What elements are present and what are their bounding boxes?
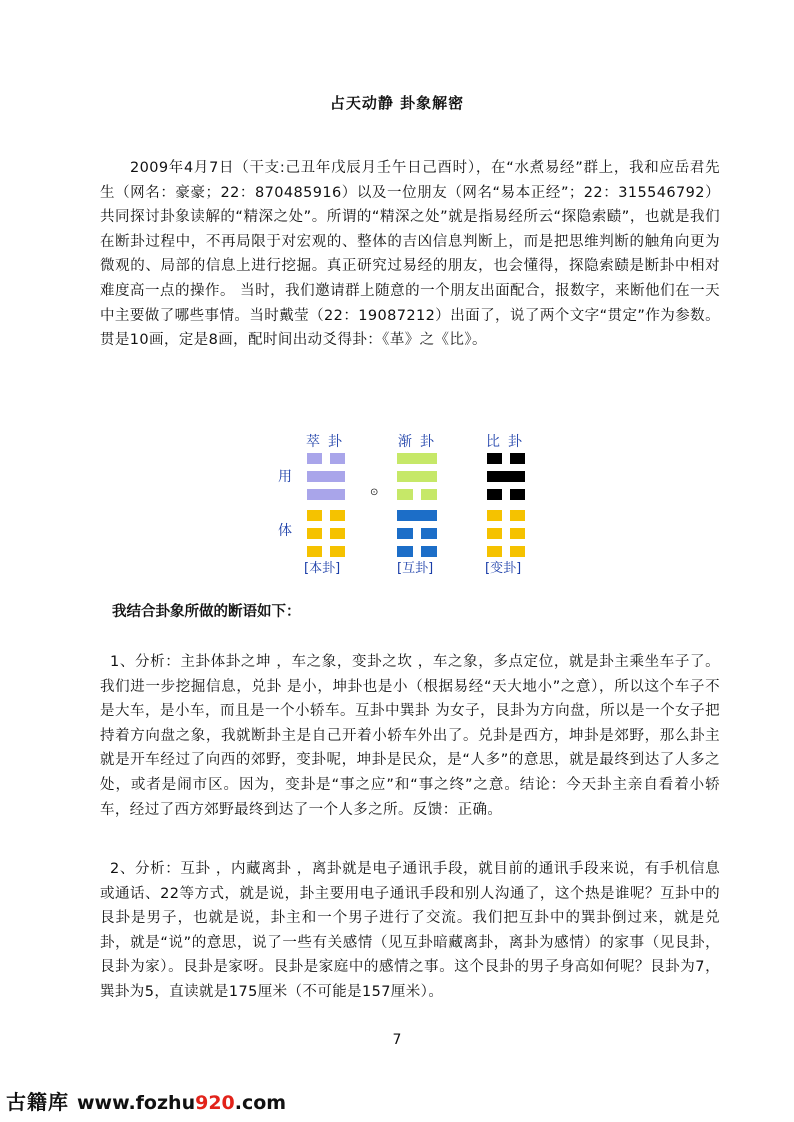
url-number: 920: [195, 1092, 235, 1114]
yin-line: [421, 489, 437, 500]
yang-line: [397, 510, 437, 521]
yin-line: [487, 510, 502, 521]
section-intro: 我结合卦象所做的断语如下：: [112, 604, 301, 620]
page-title: 占天动静 卦象解密: [329, 94, 465, 112]
yin-line: [421, 528, 437, 539]
label-ben-gua: [本卦]: [304, 561, 341, 576]
label-ti: 体: [278, 523, 292, 539]
yin-line: [397, 489, 413, 500]
yin-line: [397, 546, 413, 557]
yang-line: [487, 471, 525, 482]
yin-line: [487, 489, 502, 500]
yin-line: [330, 510, 345, 521]
yin-line: [510, 528, 525, 539]
yin-line: [397, 528, 413, 539]
yang-line: [307, 471, 345, 482]
page-number: 7: [392, 1032, 402, 1048]
yin-line: [421, 546, 437, 557]
yin-line: [330, 453, 345, 464]
yin-line: [307, 528, 322, 539]
paragraph-intro: [100, 156, 720, 353]
yin-line: [307, 510, 322, 521]
yang-line: [307, 489, 345, 500]
yin-line: [487, 453, 502, 464]
yin-line: [487, 528, 502, 539]
site-name: 古籍库: [6, 1090, 69, 1114]
paragraph-text: 2009年4月7日（干支:己丑年戊辰月壬午日己酉时），在“水煮易经”群上，我和应岳君先生（网名：豪豪；22：870485916）以及一位朋友（网名“易本正经”；22：315546792）共同探讨卦象读解的“精深之处”。所谓的“精深之处”就是指易经所云“探隐索赜”，也就是我们在断卦过程中，不再局限于对宏观的、整体的吉凶信息判断上，而是把思维判断的触角向更为微观的、局部的信息上进行挖掘。真正研究过易经的朋友，也会懂得，探隐索赜是断卦中相对难度高一点的操作。 当时，我们邀请群上随意的一个朋友出面配合，报数字，来断他们在一天中主要做了哪些事情。当时戴莹（22：19087212）出面了，说了两个文字“贯定”作为参数。贯是10画，定是8画，配时间出动爻得卦：《革》之《比》。: [100, 160, 720, 349]
yin-line: [487, 546, 502, 557]
yin-line: [307, 546, 322, 557]
analysis-1-text: 1、分析：主卦体卦之坤 ，车之象，变卦之坎 ，车之象，多点定位，就是卦主乘坐车子了。我们进一步挖掘信息，兑卦 是小，坤卦也是小（根据易经“天大地小”之意），所以这个车子不是大车，是小车，而且是一个小轿车。互卦中巽卦 为女子，艮卦为方向盘，所以是一个女子把持着方向盘之象，我就断卦主是自己开着小轿车外出了。兑卦是西方，坤卦是郊野，那么卦主就是开车经过了向西的郊野，变卦呢，坤卦是民众，是“人多”的意思，就是最终到达了人多之处，或者是闹市区。因为，变卦是“事之应”和“事之终”之意。结论：今天卦主亲自看着小轿车，经过了西方郊野最终到达了一个人多之所。反馈：正确。: [100, 654, 720, 818]
site-url: [77, 1092, 286, 1114]
analysis-2: [100, 857, 720, 1005]
yang-line: [397, 453, 437, 464]
url-prefix: www.fozhu: [77, 1092, 196, 1114]
site-watermark: [6, 1086, 296, 1116]
yin-line: [307, 453, 322, 464]
yin-line: [510, 489, 525, 500]
label-yong: 用: [278, 469, 292, 485]
yin-line: [510, 510, 525, 521]
label-jian: 渐卦: [398, 434, 442, 450]
label-hu-gua: [互卦]: [397, 561, 434, 576]
circle-symbol: ⊙: [370, 487, 379, 498]
yang-line: [397, 471, 437, 482]
yin-line: [330, 528, 345, 539]
yin-line: [510, 453, 525, 464]
yin-line: [330, 546, 345, 557]
label-bi: 比卦: [486, 434, 530, 450]
yin-line: [510, 546, 525, 557]
label-cui: 萃卦: [306, 434, 350, 450]
analysis-1: [100, 650, 720, 822]
analysis-2-text: 2、分析：互卦 ，内藏离卦 ，离卦就是电子通讯手段，就目前的通讯手段来说，有手机信息或通话、22等方式，就是说，卦主要用电子通讯手段和别人沟通了，这个热是谁呢？互卦中的艮卦是男子，也就是说，卦主和一个男子进行了交流。我们把互卦中的巽卦倒过来，就是兑卦，就是“说”的意思，说了一些有关感情（见互卦暗藏离卦，离卦为感情）的家事（见艮卦，艮卦为家）。艮卦是家呀。艮卦是家庭中的感情之事。这个艮卦的男子身高如何呢？艮卦为7，巽卦为5，直读就是175厘米（不可能是157厘米）。: [100, 861, 720, 1000]
url-suffix: .com: [234, 1092, 287, 1114]
hexagram-figure: [270, 424, 536, 578]
label-bian-gua: [变卦]: [485, 561, 522, 576]
